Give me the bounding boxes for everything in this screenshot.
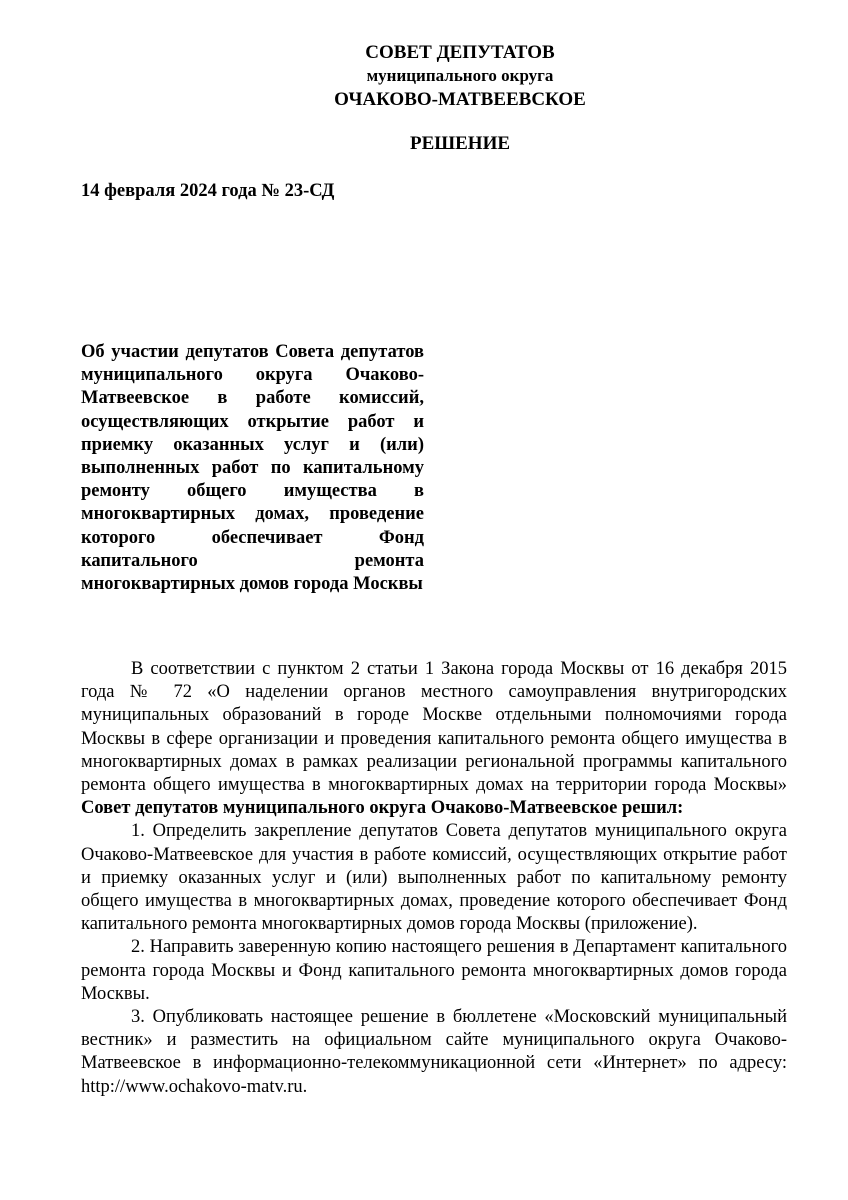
org-name: ОЧАКОВО-МАТВЕЕВСКОЕ <box>334 89 586 110</box>
preamble-resolution: Совет депутатов муниципального округа Очаково-Матвеевское решил: <box>81 798 684 819</box>
item-2: 2. Направить заверенную копию настоящего решения в Департамент капитального ремонта города Москвы и Фонд капитального ремонта многоквартирных домов города Москвы. <box>81 937 787 1004</box>
decision-subject: Об участии депутатов Совета депутатов муниципального округа Очаково-Матвеевское в работе комиссий, осуществляющих открытие работ и приемку оказанных услуг и (или) выполненных работ по капитальному ремонту общего имущества в многоквартирных домах, проведение которого обеспечивает Фонд капитального ремонта многоквартирных домов города Москвы <box>81 342 424 595</box>
preamble-text: В соответствии с пунктом 2 статьи 1 Закона города Москвы от 16 декабря 2015 года № 72 «О наделении органов местного самоуправления внутригородских муниципальных образований в городе Москве отдельными полномочиями города Москвы в сфере организации и проведения капитального ремонта общего имущества в многоквартирных домах в рамках реализации региональной программы капитального ремонта общего имущества в многоквартирных домах на территории города Москвы» <box>81 659 787 796</box>
document-type: РЕШЕНИЕ <box>409 133 511 154</box>
document-header <box>80 40 840 156</box>
org-subtitle: муниципального округа <box>366 66 554 85</box>
decision-date-number: 14 февраля 2024 года № 23-СД <box>81 181 335 201</box>
org-title: СОВЕТ ДЕПУТАТОВ <box>365 42 555 63</box>
preamble-paragraph <box>81 658 787 820</box>
item-1: 1. Определить закрепление депутатов Совета депутатов муниципального округа Очаково-Матвеевское для участия в работе комиссий, осуществляющих открытие работ и приемку оказанных услуг и (или) выполненных работ по капитальному ремонту общего имущества в многоквартирных домах, проведение которого обеспечивает Фонд капитального ремонта многоквартирных домов города Москвы (приложение). <box>81 821 787 935</box>
decision-body <box>81 658 787 1099</box>
item-3: 3. Опубликовать настоящее решение в бюллетене «Московский муниципальный вестник» и разместить на официальном сайте муниципального округа Очаково-Матвеевское в информационно-телекоммуникационной сети «Интернет» по адресу: http://www.ochakovo-matv.ru. <box>81 1007 787 1097</box>
